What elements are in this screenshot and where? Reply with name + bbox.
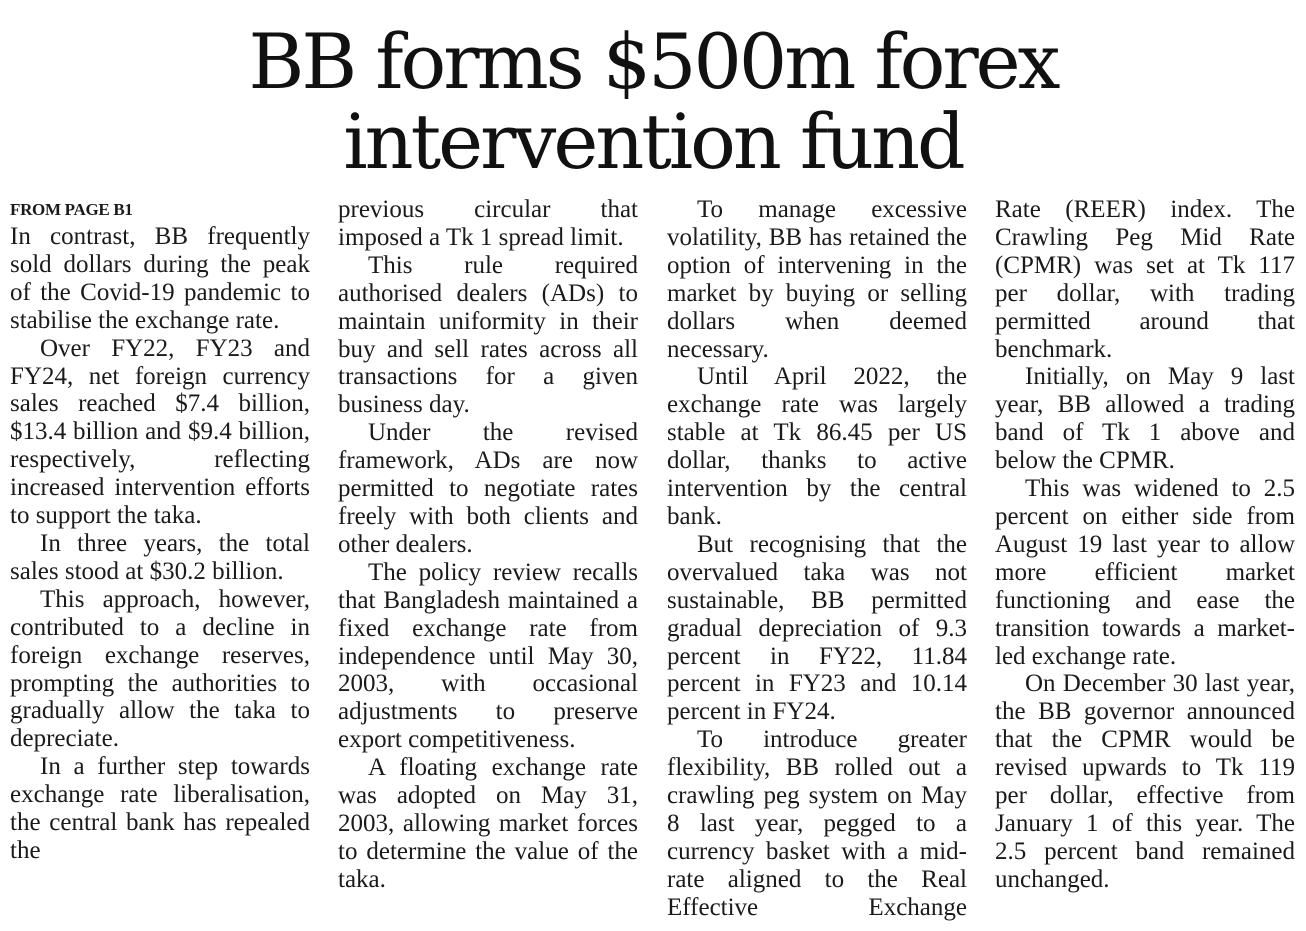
paragraph: To manage excessive volatility, BB has retained the option of intervening in the market by buying or selling dollars when deemed necessary.: [667, 196, 967, 363]
article-column-1: [10, 196, 310, 865]
article-column-2: [338, 196, 638, 894]
paragraph: But recognising that the overvalued taka was not sustainable, BB permitted gradual depreciation of 9.3 percent in FY22, 11.84 percent in FY23 and 10.14 percent in FY24.: [667, 530, 967, 726]
headline-line-2: intervention fund: [343, 97, 963, 186]
paragraph: Over FY22, FY23 and FY24, net foreign currency sales reached $7.4 billion, $13.4 billion and $9.4 billion, respectively, reflecting increased intervention efforts to support the taka.: [10, 334, 310, 530]
article-column-3: [667, 196, 967, 922]
headline: [0, 17, 1306, 186]
paragraph: In contrast, BB frequently sold dollars during the peak of the Covid-19 pandemic to stabilise the exchange rate.: [10, 223, 310, 334]
paragraph: This rule required authorised dealers (ADs) to maintain uniformity in their buy and sell rates across all transactions for a given business day.: [338, 251, 638, 419]
paragraph: Under the revised framework, ADs are now permitted to negotiate rates freely with both clients and other dealers.: [338, 419, 638, 558]
paragraph: The policy review recalls that Bangladesh maintained a fixed exchange rate from independence until May 30, 2003, with occasional adjustments to preserve export competitiveness.: [338, 558, 638, 754]
paragraph: A floating exchange rate was adopted on May 31, 2003, allowing market forces to determine the value of the taka.: [338, 754, 638, 893]
headline-line-1: BB forms $500m forex: [248, 17, 1058, 106]
article-column-4: [995, 196, 1295, 894]
paragraph: On December 30 last year, the BB governor announced that the CPMR would be revised upwards to Tk 119 per dollar, effective from January 1 of this year. The 2.5 percent band remained unchanged.: [995, 670, 1295, 893]
kicker-from-page: FROM PAGE B1: [10, 200, 133, 219]
paragraph: To introduce greater flexibility, BB rolled out a crawling peg system on May 8 last year, pegged to a currency basket with a mid-rate aligned to the Real Effective Exchange: [667, 726, 967, 921]
paragraph: Rate (REER) index. The Crawling Peg Mid Rate (CPMR) was set at Tk 117 per dollar, with trading permitted around that benchmark.: [995, 196, 1295, 363]
paragraph: Initially, on May 9 last year, BB allowed a trading band of Tk 1 above and below the CPMR.: [995, 363, 1295, 475]
paragraph: In a further step towards exchange rate liberalisation, the central bank has repealed the: [10, 753, 310, 864]
paragraph: In three years, the total sales stood at $30.2 billion.: [10, 529, 310, 585]
paragraph: This approach, however, contributed to a decline in foreign exchange reserves, prompting the authorities to gradually allow the taka to depreciate.: [10, 585, 310, 753]
paragraph: This was widened to 2.5 percent on either side from August 19 last year to allow more efficient market functioning and ease the transition towards a market-led exchange rate.: [995, 475, 1295, 670]
paragraph: Until April 2022, the exchange rate was largely stable at Tk 86.45 per US dollar, thanks to active intervention by the central bank.: [667, 363, 967, 530]
paragraph: previous circular that imposed a Tk 1 spread limit.: [338, 196, 638, 251]
